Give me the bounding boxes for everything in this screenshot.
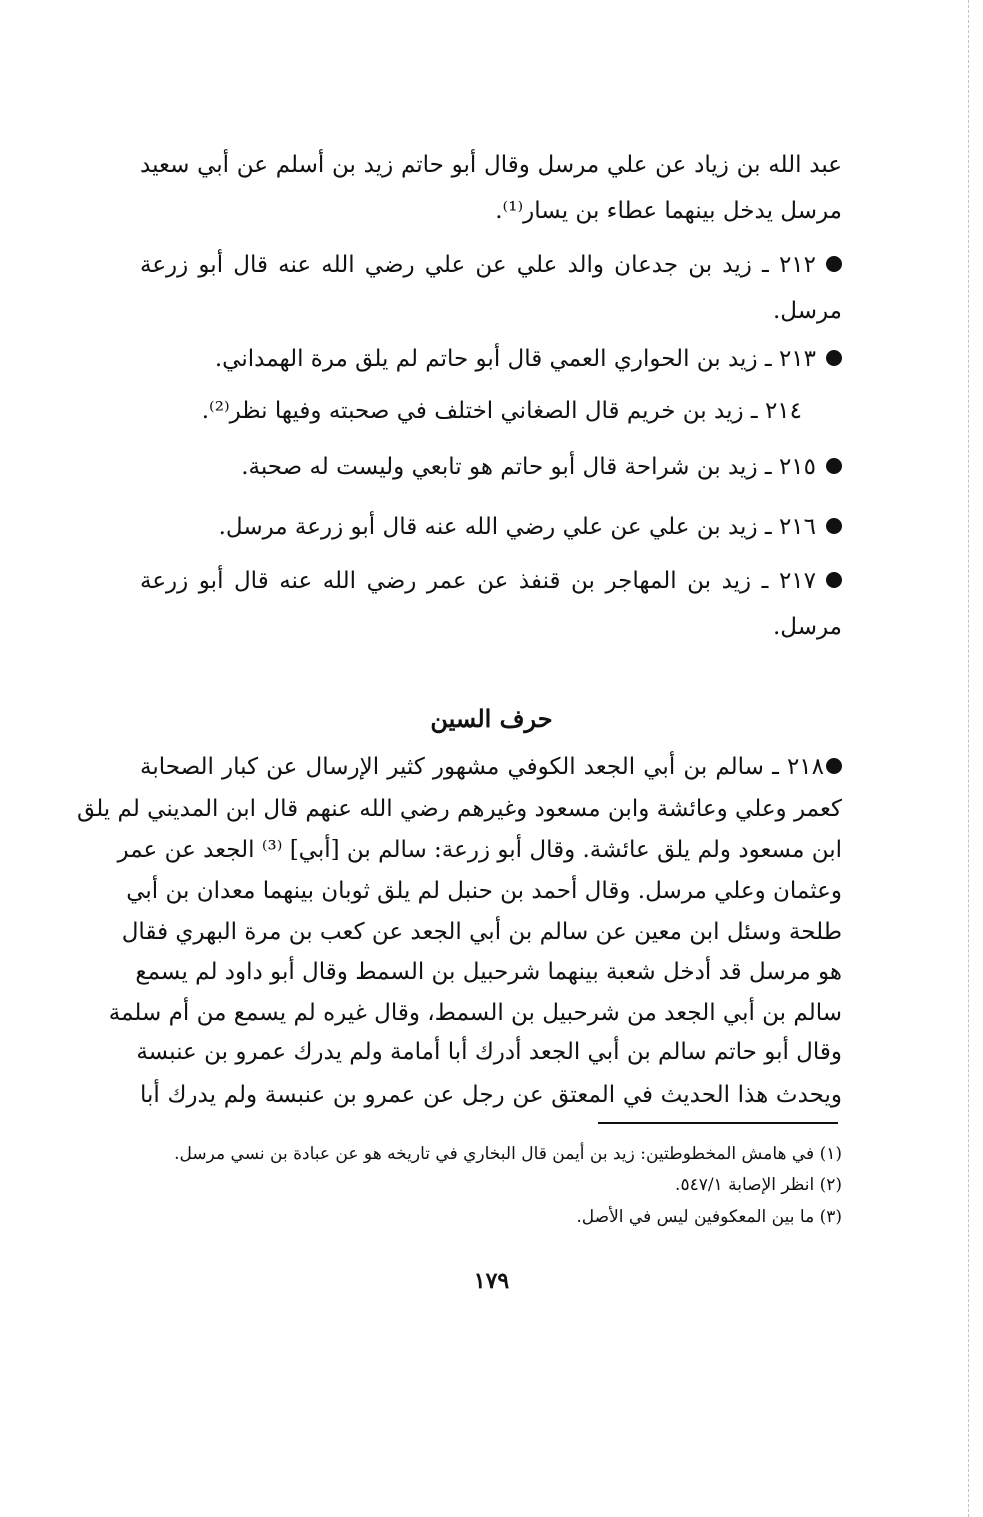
entry-218-line-8: وقال أبو حاتم سالم بن أبي الجعد أدرك أبا أمامة ولم يدرك عمرو بن عنبسة [136,1039,842,1065]
footnote-divider [598,1122,838,1124]
entry-215-text: ٢١٥ ـ زيد بن شراحة قال أبو حاتم هو تابعي وليست له صحبة. [241,454,816,480]
entry-218-line-7: سالم بن أبي الجعد من شرحبيل بن السمط، وقال غيره لم يسمع من أم سلمة [108,1000,842,1026]
footnote-2: (٢) انظر الإصابة ٥٤٧/١. [675,1175,842,1195]
entry-218-line-9: ويحدث هذا الحديث في المعتق عن رجل عن عمرو بن عنبسة ولم يدرك أبا [140,1082,842,1108]
entry-213-text: ٢١٣ ـ زيد بن الحواري العمي قال أبو حاتم لم يلق مرة الهمداني. [214,346,816,372]
page-number: ١٧٩ [473,1268,510,1294]
entry-217-line-1: ٢١٧ ـ زيد بن المهاجر بن قنفذ عن عمر رضي الله عنه قال أبو زرعة [140,568,816,594]
bullet-icon [826,758,842,774]
section-heading: حرف السين [430,704,553,733]
entry-218-line-4: وعثمان وعلي مرسل. وقال أحمد بن حنبل لم يلق ثوبان بينهما معدان بن أبي [126,878,842,904]
entry-212-line-1: ٢١٢ ـ زيد بن جدعان والد علي عن علي رضي الله عنه قال أبو زرعة [140,252,816,278]
entry-215 [241,452,842,482]
bullet-icon [826,518,842,534]
bullet-icon [826,572,842,588]
entry-216-text: ٢١٦ ـ زيد بن علي عن علي رضي الله عنه قال أبو زرعة مرسل. [218,514,816,540]
bullet-icon [826,458,842,474]
entry-218-line-5: طلحة وسئل ابن معين عن سالم بن أبي الجعد عن كعب بن مرة البهري فقال [121,919,842,945]
entry-218-line-2: كعمر وعلي وعائشة وابن مسعود وغيرهم رضي الله عنهم قال ابن المديني لم يلق [77,796,842,822]
entry-217-line-2: مرسل. [772,614,842,640]
entry-218-line-3: ابن مسعود ولم يلق عائشة. وقال أبو زرعة: سالم بن [أبي] ⁽³⁾ الجعد عن عمر [117,837,842,863]
entry-212-line-2: مرسل. [772,298,842,324]
bullet-icon [826,350,842,366]
entry-217 [140,566,842,596]
footnote-1: (١) في هامش المخطوطتين: زيد بن أيمن قال البخاري في تاريخه هو عن عبادة بن نسي مرسل. [174,1144,842,1164]
bullet-icon [826,256,842,272]
entry-218-line-1-text: ٢١٨ ـ سالم بن أبي الجعد الكوفي مشهور كثير الإرسال عن كبار الصحابة [140,754,824,780]
entry-213 [215,344,842,374]
entry-212 [140,250,842,280]
entry-218-line-6: هو مرسل قد أدخل شعبة بينهما شرحبيل بن السمط وقال أبو داود لم يسمع [135,959,842,985]
entry-216 [219,512,842,542]
footnote-3: (٣) ما بين المعكوفين ليس في الأصل. [576,1207,842,1227]
entry-214: ٢١٤ ـ زيد بن خريم قال الصغاني اختلف في صحبته وفيها نظر⁽²⁾. [201,398,802,424]
intro-line-1: عبد الله بن زياد عن علي مرسل وقال أبو حاتم زيد بن أسلم عن أبي سعيد [140,152,842,178]
intro-line-2: مرسل يدخل بينهما عطاء بن يسار⁽¹⁾. [495,198,842,224]
entry-218-line-1 [140,752,842,782]
